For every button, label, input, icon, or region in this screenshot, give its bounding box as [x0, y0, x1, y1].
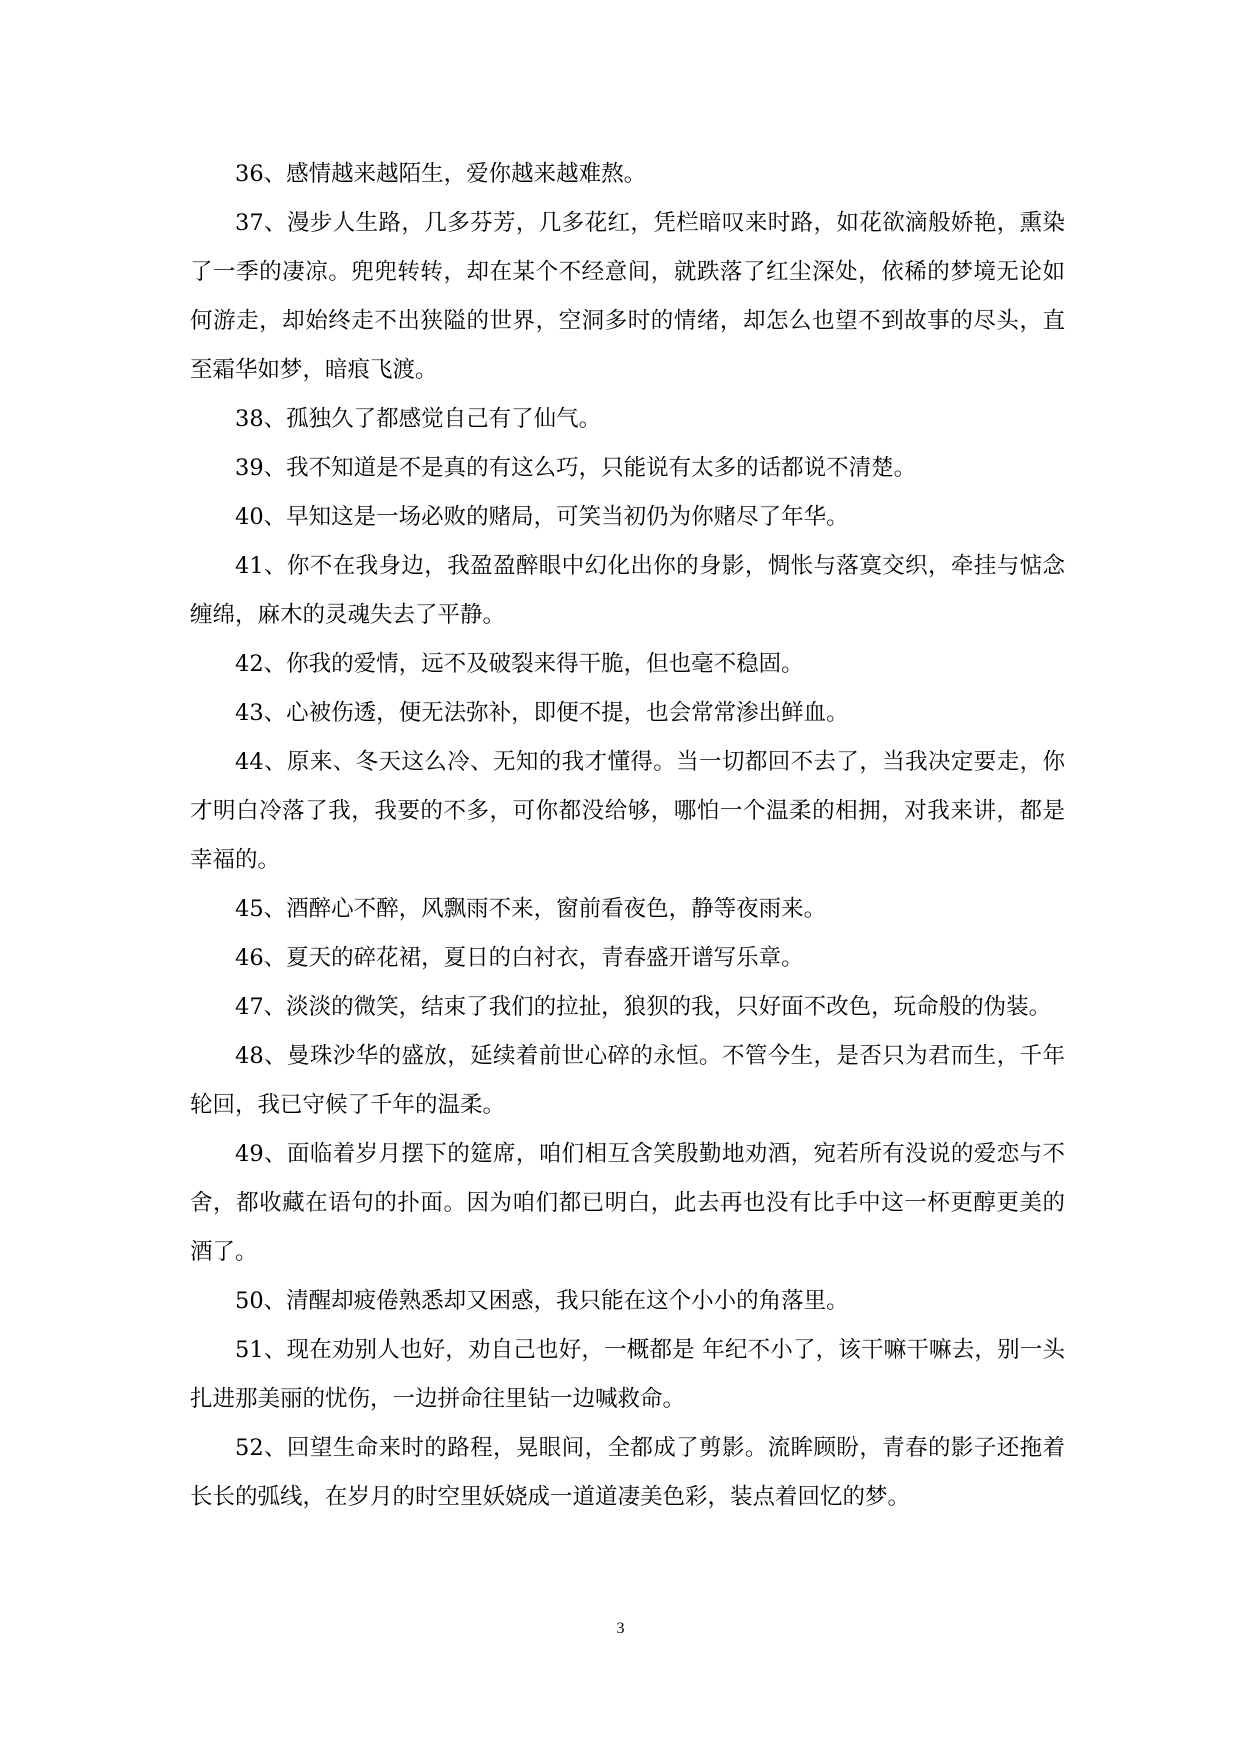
- paragraph-43: 43、心被伤透，便无法弥补，即便不提，也会常常渗出鲜血。: [235, 700, 849, 726]
- paragraph-41: 41、你不在我身边，我盈盈醉眼中幻化出你的身影，惆怅与落寞交织，牵挂与惦念缠绵，麻木的灵魂失去了平静。: [190, 553, 1065, 628]
- paragraph-37: 37、漫步人生路，几多芬芳，几多花红，凭栏暗叹来时路，如花欲滴般娇艳，熏染了一季的凄凉。兜兜转转，却在某个不经意间，就跌落了红尘深处，依稀的梦境无论如何游走，却始终走不出狭隘的世界，空洞多时的情绪，却怎么也望不到故事的尽头，直至霜华如梦，暗痕飞渡。: [190, 210, 1065, 383]
- paragraph-36: 36、感情越来越陌生，爱你越来越难熬。: [235, 161, 647, 187]
- document-body: [190, 150, 1065, 1522]
- paragraph-52: 52、回望生命来时的路程，晃眼间，全都成了剪影。流眸顾盼，青春的影子还拖着长长的弧线，在岁月的时空里妖娆成一道道凄美色彩，装点着回忆的梦。: [190, 1435, 1065, 1510]
- paragraph-39: 39、我不知道是不是真的有这么巧，只能说有太多的话都说不清楚。: [235, 455, 917, 481]
- paragraph-51: 51、现在劝别人也好，劝自己也好，一概都是 年纪不小了，该干嘛干嘛去，别一头扎进那美丽的忧伤，一边拼命往里钻一边喊救命。: [190, 1337, 1065, 1412]
- paragraph-44: 44、原来、冬天这么冷、无知的我才懂得。当一切都回不去了，当我决定要走，你才明白冷落了我，我要的不多，可你都没给够，哪怕一个温柔的相拥，对我来讲，都是幸福的。: [190, 749, 1065, 873]
- paragraph-50: 50、清醒却疲倦熟悉却又困惑，我只能在这个小小的角落里。: [235, 1288, 849, 1314]
- page-number: 3: [616, 1620, 625, 1637]
- paragraph-49: 49、面临着岁月摆下的筵席，咱们相互含笑殷勤地劝酒，宛若所有没说的爱恋与不舍，都收藏在语句的扑面。因为咱们都已明白，此去再也没有比手中这一杯更醇更美的酒了。: [190, 1141, 1065, 1265]
- paragraph-42: 42、你我的爱情，远不及破裂来得干脆，但也毫不稳固。: [235, 651, 804, 677]
- paragraph-45: 45、酒醉心不醉，风飘雨不来，窗前看夜色，静等夜雨来。: [235, 896, 827, 922]
- paragraph-47: 47、淡淡的微笑，结束了我们的拉扯，狼狈的我，只好面不改色，玩命般的伪装。: [235, 994, 1052, 1020]
- paragraph-48: 48、曼珠沙华的盛放，延续着前世心碎的永恒。不管今生，是否只为君而生，千年轮回，我已守候了千年的温柔。: [190, 1043, 1065, 1118]
- paragraph-40: 40、早知这是一场必败的赌局，可笑当初仍为你赌尽了年华。: [235, 504, 849, 530]
- paragraph-46: 46、夏天的碎花裙，夏日的白衬衣，青春盛开谱写乐章。: [235, 945, 804, 971]
- paragraph-38: 38、孤独久了都感觉自己有了仙气。: [235, 406, 602, 432]
